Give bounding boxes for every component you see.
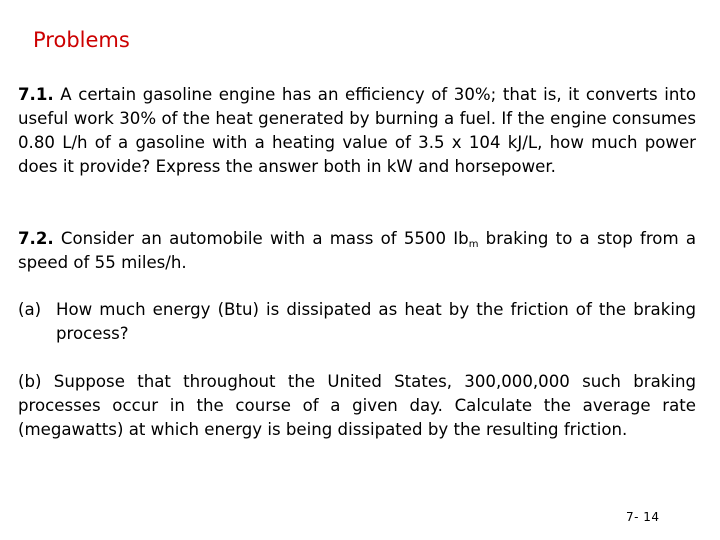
part-label: (a) [18,300,42,319]
problem-text-continued: braking to a stop from a speed of 55 miles/h. [18,229,696,272]
part-label: (b) [18,372,42,391]
page-number: 7- 14 [626,510,660,524]
unit-subscript: m [468,239,479,250]
problem-text: Consider an automobile with a mass of 5500 Ib [60,229,469,248]
part-text: How much energy (Btu) is dissipated as heat by the friction of the braking process? [56,300,696,343]
problem-text: A certain gasoline engine has an efficiency of 30%; that is, it converts into useful work 30% of the heat generated by burning a fuel. If the engine consumes 0.80 L/h of a gasoline with a heating value of 3.5 x 104 kJ/L, how much power does it provide? Express the answer both in kW and horsepower. [18,85,697,176]
problem-7-1 [18,83,696,179]
slide-title: Problems [33,28,130,52]
problem-7-2 [18,227,696,275]
problem-number: 7.1. [18,85,54,104]
part-text: Suppose that throughout the United States, 300,000,000 such braking processes occur in the course of a given day. Calculate the average rate (megawatts) at which energy is being dissipated by the resulting friction. [18,372,697,439]
problem-number: 7.2. [18,229,54,248]
problem-7-2-part-b [18,370,696,442]
problem-7-2-part-a [18,298,696,346]
